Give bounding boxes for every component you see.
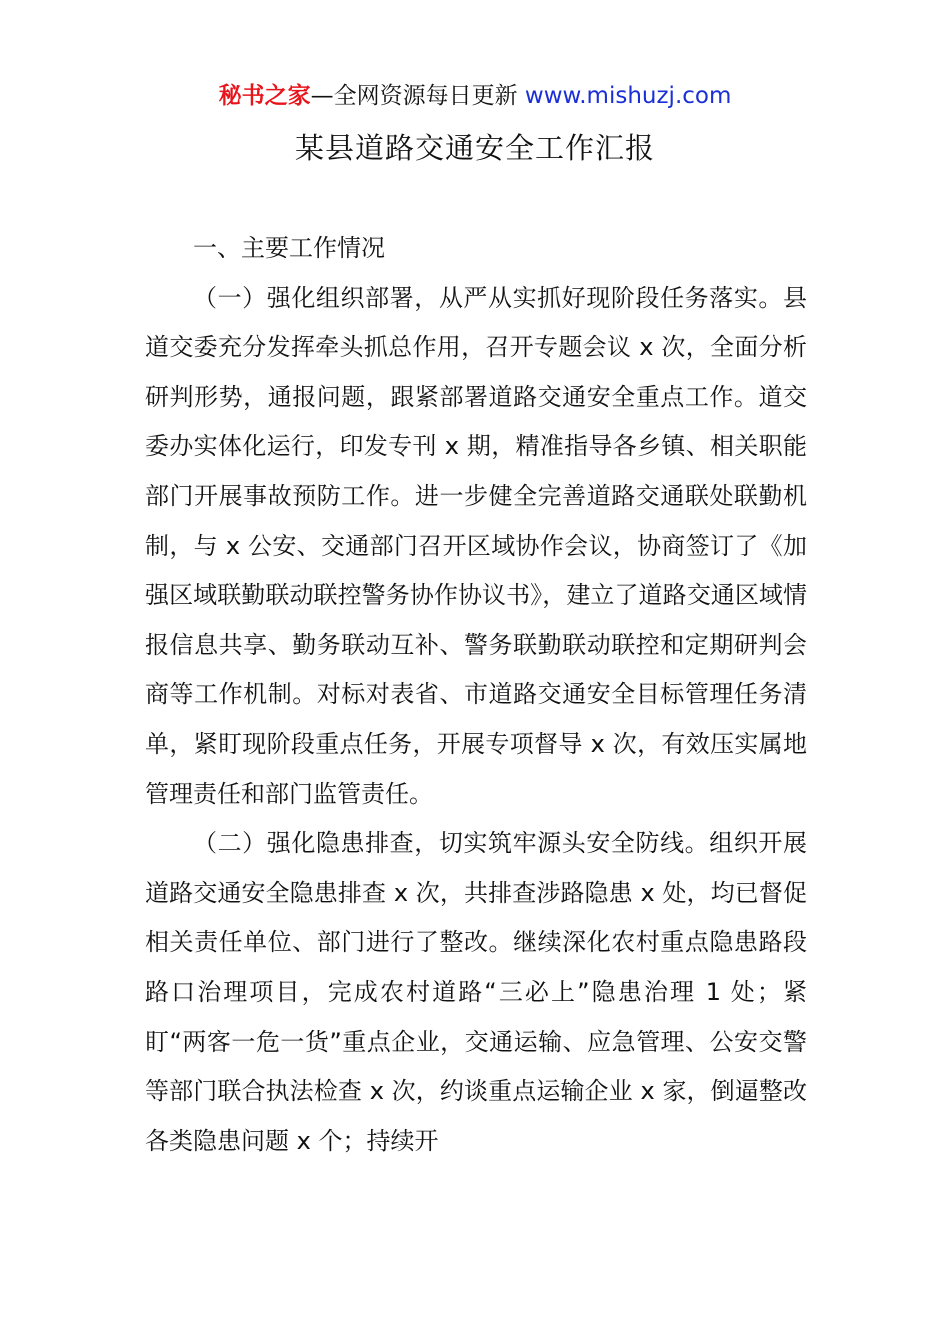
paragraph-2: （二）强化隐患排查，切实筑牢源头安全防线。组织开展道路交通安全隐患排查 x 次，共排查涉路隐患 x 处，均已督促相关责任单位、部门进行了整改。继续深化农村重点隐患路段路口治理项目，完成农村道路“三必上”隐患治理 1 处；紧盯“两客一危一货”重点企业，交通运输、应急管理、公安交警等部门联合执法检查 x 次，约谈重点运输企业 x 家，倒逼整改各类隐患问题 x 个；持续开	[145, 829, 807, 1155]
site-tagline: —全网资源每日更新	[310, 83, 518, 109]
document-body	[145, 224, 807, 1166]
document-title: 某县道路交通安全工作汇报	[294, 131, 655, 165]
section-heading: 一、主要工作情况	[193, 234, 385, 262]
site-header	[0, 80, 950, 112]
paragraph-1: （一）强化组织部署，从严从实抓好现阶段任务落实。县道交委充分发挥牵头抓总作用，召开专题会议 x 次，全面分析研判形势，通报问题，跟紧部署道路交通安全重点工作。道交委办实体化运行，印发专刊 x 期，精准指导各乡镇、相关职能部门开展事故预防工作。进一步健全完善道路交通联处联勤机制，与 x 公安、交通部门召开区域协作会议，协商签订了《加强区域联勤联动联控警务协作协议书》，建立了道路交通区域情报信息共享、勤务联动互补、警务联勤联动联控和定期研判会商等工作机制。对标对表省、市道路交通安全目标管理任务清单，紧盯现阶段重点任务，开展专项督导 x 次，有效压实属地管理责任和部门监管责任。	[145, 283, 807, 808]
site-url-link[interactable]: www.mishuzj.com	[524, 83, 732, 109]
brand-name: 秘书之家	[218, 83, 311, 109]
